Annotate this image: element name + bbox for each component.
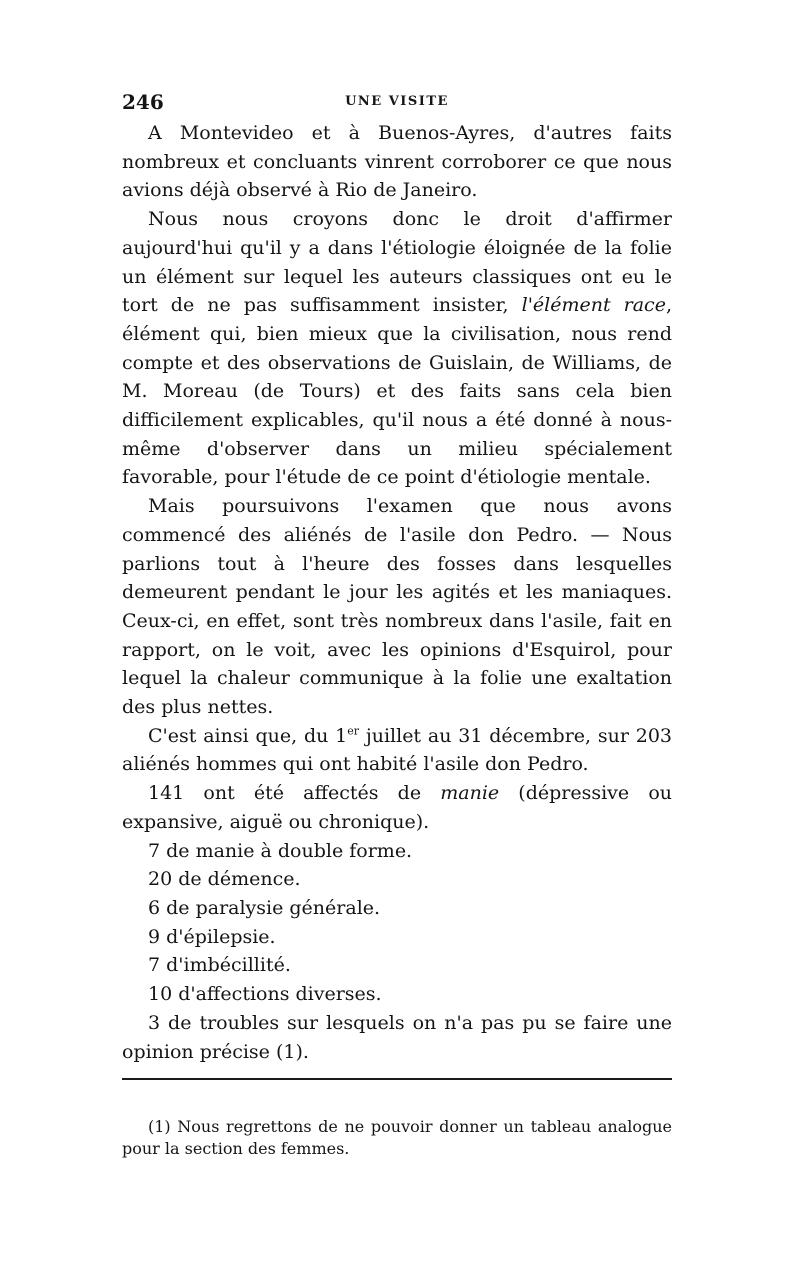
stat-line-mania: [122, 779, 672, 836]
stat-line-mania-a: 141 ont été affectés de: [148, 782, 441, 805]
paragraph-2: [122, 205, 672, 492]
body-text: [122, 119, 672, 1066]
page-number: 246: [122, 90, 164, 114]
running-title: UNE VISITE: [345, 94, 449, 109]
footnote-divider: [122, 1078, 672, 1080]
paragraph-4: [122, 722, 672, 779]
page-header: [122, 90, 672, 116]
emphasis-element-race: l'élément race: [521, 294, 666, 317]
stat-line: 6 de paralysie générale.: [148, 896, 381, 919]
paragraph-4-text-b: juillet au 31 décembre, sur 203 aliénés hommes qui ont habité l'asile don Pedro.: [122, 724, 672, 776]
paragraph-2-text-a: Nous nous croyons donc le droit d'affirmer aujourd'hui qu'il y a dans l'étiologie éloignée de la folie un élément sur lequel les auteurs classiques ont eu le tort de ne pas suffisamment insister,: [122, 208, 672, 317]
stat-line: 7 d'imbécillité.: [148, 954, 291, 977]
stat-line: 9 d'épilepsie.: [148, 925, 276, 948]
stat-line: 7 de manie à double forme.: [148, 839, 413, 862]
stat-line: 10 d'affections diverses.: [148, 983, 382, 1006]
emphasis-manie: manie: [440, 782, 500, 805]
paragraph-2-text-b: , élément qui, bien mieux que la civilisation, nous rend compte et des observations de Guislain, de Williams, de M. Moreau (de Tours) et des faits sans cela bien difficilement explicables, qu'il nous a été donné à nous-même d'observer dans un milieu spécialement favorable, pour l'étude de ce point d'étiologie mentale.: [122, 294, 672, 489]
stat-line: 20 de démence.: [148, 868, 301, 891]
paragraph-1: A Montevideo et à Buenos-Ayres, d'autres faits nombreux et concluants vinrent corroborer ce que nous avions déjà observé à Rio de Janeiro.: [122, 122, 672, 202]
stat-line-mania-b: (dépressive ou expansive, aiguë ou chronique).: [122, 782, 672, 833]
paragraph-4-text-a: C'est ainsi que, du 1: [148, 724, 348, 747]
footnote: (1) Nous regrettons de ne pouvoir donner un tableau analogue pour la section des femmes.: [122, 1117, 672, 1158]
stat-line: 3 de troubles sur lesquels on n'a pas pu se faire une opinion précise (1).: [122, 1011, 672, 1063]
paragraph-3: Mais poursuivons l'examen que nous avons commencé des aliénés de l'asile don Pedro. — Nous parlions tout à l'heure des fosses dans lesquelles demeurent pendant le jour les agités et les maniaques. Ceux-ci, en effet, sont très nombreux dans l'asile, fait en rapport, on le voit, avec les opinions d'Esquirol, pour lequel la chaleur communique à la folie une exaltation des plus nettes.: [122, 495, 672, 719]
ordinal-superscript: er: [347, 724, 360, 738]
